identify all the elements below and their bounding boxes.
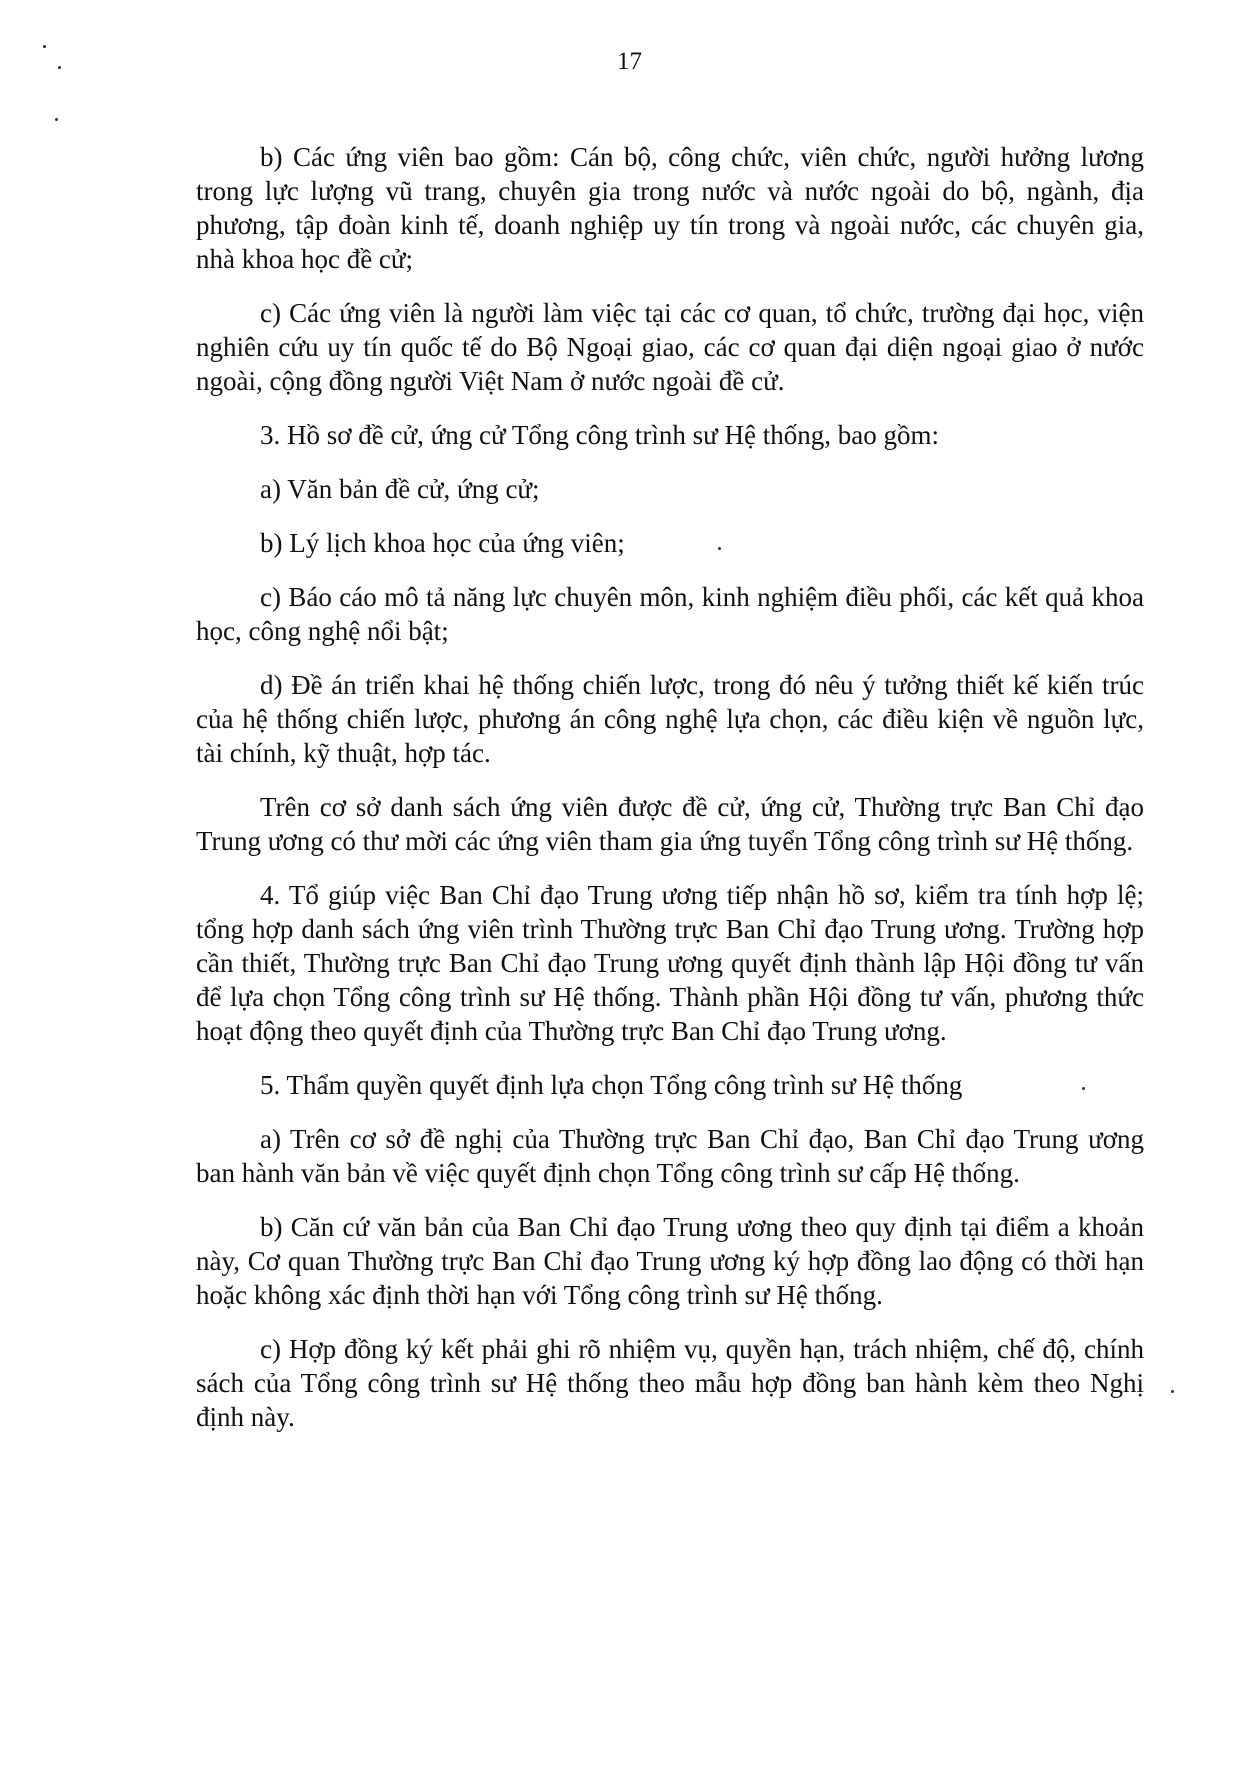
- paragraph-invitation: Trên cơ sở danh sách ứng viên được đề cử, ứng cử, Thường trực Ban Chỉ đạo Trung ương có thư mời các ứng viên tham gia ứng tuyển Tổng công trình sư Hệ thống.: [196, 792, 1144, 856]
- scan-speck: [1171, 1390, 1174, 1393]
- paragraph-b-candidates: b) Các ứng viên bao gồm: Cán bộ, công chức, viên chức, người hưởng lương trong lực lượng vũ trang, chuyên gia trong nước và nước ngoài do bộ, ngành, địa phương, tập đoàn kinh tế, doanh nghiệp uy tín trong và ngoài nước, các chuyên gia, nhà khoa học đề cử;: [196, 142, 1144, 274]
- paragraph-4: 4. Tổ giúp việc Ban Chỉ đạo Trung ương tiếp nhận hồ sơ, kiểm tra tính hợp lệ; tổng hợp danh sách ứng viên trình Thường trực Ban Chỉ đạo Trung ương. Trường hợp cần thiết, Thường trực Ban Chỉ đạo Trung ương quyết định thành lập Hội đồng tư vấn để lựa chọn Tổng công trình sư Hệ thống. Thành phần Hội đồng tư vấn, phương thức hoạt động theo quyết định của Thường trực Ban Chỉ đạo Trung ương.: [196, 880, 1144, 1046]
- paragraph-5-authority: 5. Thẩm quyền quyết định lựa chọn Tổng công trình sư Hệ thống: [260, 1070, 963, 1100]
- scan-speck: [55, 118, 58, 121]
- scan-speck: [43, 45, 46, 48]
- paragraph-5b: b) Căn cứ văn bản của Ban Chỉ đạo Trung ương theo quy định tại điểm a khoản này, Cơ quan Thường trực Ban Chỉ đạo Trung ương ký hợp đồng lao động có thời hạn hoặc không xác định thời hạn với Tổng công trình sư Hệ thống.: [196, 1212, 1144, 1310]
- paragraph-3-dossier: 3. Hồ sơ đề cử, ứng cử Tổng công trình sư Hệ thống, bao gồm:: [260, 420, 939, 450]
- paragraph-c-candidates: c) Các ứng viên là người làm việc tại các cơ quan, tổ chức, trường đại học, viện nghiên cứu uy tín quốc tế do Bộ Ngoại giao, các cơ quan đại diện ngoại giao ở nước ngoài, cộng đồng người Việt Nam ở nước ngoài đề cử.: [196, 298, 1144, 396]
- paragraph-3c: c) Báo cáo mô tả năng lực chuyên môn, kinh nghiệm điều phối, các kết quả khoa học, công nghệ nổi bật;: [196, 582, 1144, 646]
- page-number: 17: [617, 48, 642, 75]
- paragraph-3a: a) Văn bản đề cử, ứng cử;: [260, 474, 540, 504]
- paragraph-5c: c) Hợp đồng ký kết phải ghi rõ nhiệm vụ, quyền hạn, trách nhiệm, chế độ, chính sách của Tổng công trình sư Hệ thống theo mẫu hợp đồng ban hành kèm theo Nghị định này.: [196, 1334, 1144, 1432]
- paragraph-5a: a) Trên cơ sở đề nghị của Thường trực Ban Chỉ đạo, Ban Chỉ đạo Trung ương ban hành văn bản về việc quyết định chọn Tổng công trình sư cấp Hệ thống.: [196, 1124, 1144, 1188]
- scan-speck: [58, 66, 61, 69]
- paragraph-3d: d) Đề án triển khai hệ thống chiến lược, trong đó nêu ý tưởng thiết kế kiến trúc của hệ thống chiến lược, phương án công nghệ lựa chọn, các điều kiện về nguồn lực, tài chính, kỹ thuật, hợp tác.: [196, 670, 1144, 768]
- paragraph-3b: b) Lý lịch khoa học của ứng viên;: [260, 528, 625, 558]
- document-body: [196, 140, 1144, 1454]
